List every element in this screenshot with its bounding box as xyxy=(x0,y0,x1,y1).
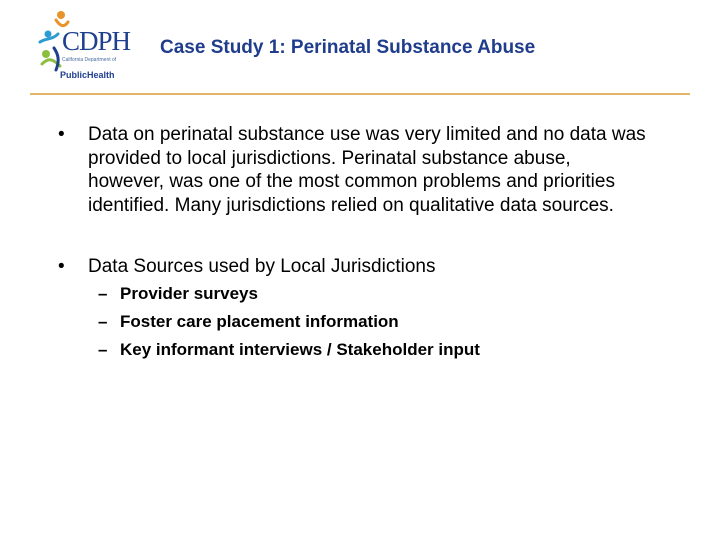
bullet-line: Data Sources used by Local Jurisdictions xyxy=(88,256,436,277)
slide-title: Case Study 1: Perinatal Substance Abuse xyxy=(160,37,536,58)
bullet-marker: • xyxy=(58,124,65,145)
bullet-marker: • xyxy=(58,256,65,277)
sub-bullet-marker: – xyxy=(98,284,108,303)
bullet-line: provided to local jurisdictions. Perinatal substance abuse, xyxy=(88,147,571,169)
sub-bullet-text: Key informant interviews / Stakeholder input xyxy=(120,340,480,359)
title-divider xyxy=(30,93,690,95)
logo-wordmark: CDPH xyxy=(62,26,131,56)
cdph-logo xyxy=(34,8,131,82)
logo-subtitle: California Department of xyxy=(62,57,117,63)
bullet-line: Data on perinatal substance use was very limited and no data was xyxy=(88,124,646,145)
bullet-line: however, was one of the most common problems and priorities xyxy=(88,171,615,192)
sub-bullet-text: Provider surveys xyxy=(120,284,258,303)
sub-bullet-marker: – xyxy=(98,312,108,331)
sub-bullet-marker: – xyxy=(98,340,108,359)
logo-org-name: PublicHealth xyxy=(60,70,115,80)
sub-bullet-text: Foster care placement information xyxy=(120,312,399,331)
bullet-line: identified. Many jurisdictions relied on qualitative data sources. xyxy=(88,194,614,216)
